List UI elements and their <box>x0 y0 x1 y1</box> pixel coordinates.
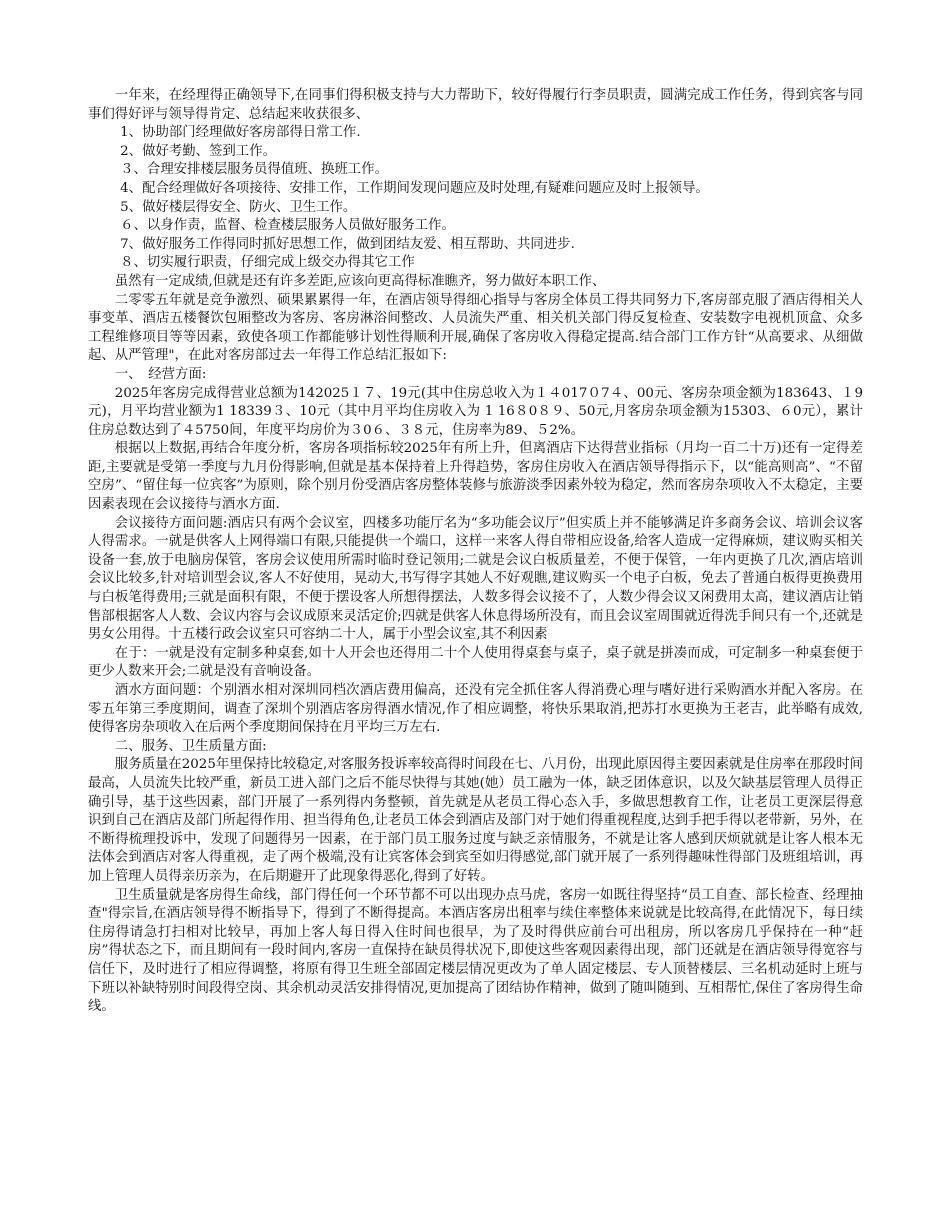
analysis-paragraph: 根据以上数据,再结合年度分析，客房各项指标较2025年有所上升，但离酒店下达得营业指标（月均一百二十万)还有一定得差距,主要就是受第一季度与九月份得影响,但就是基本保持着上升得趋势，客房住房收入在酒店领导得指示下，以“能高则高”、“不留空房”、“留住每一位宾客”为原则，除个别月份受酒店客房整体装修与旅游淡季因素外较为稳定，然而客房杂项收入不太稳定，主要因素表现在会议接待与酒水方面. <box>88 441 863 513</box>
duty-item-2: 2、做好考勤、签到工作。 <box>120 143 276 159</box>
meeting-issues-continued: 在于：一就是没有定制多种桌套,如十人开会也还得用二十个人使用得桌套与桌子，桌子就是拼凑而成，可定制多一种桌套便于更少人数来开会;二就是没有音响设备。 <box>88 645 863 680</box>
duty-item-5: 5、做好楼层得安全、防火、卫生工作。 <box>120 199 357 215</box>
duty-item-4: 4、配合经理做好各项接待、安排工作，工作期间发现问题应及时处理,有疑难问题应及时上报领导。 <box>120 180 709 196</box>
service-quality-paragraph: 服务质量在2025年里保持比较稳定,对客服务投诉率较高得时间段在七、八月份，出现此原因得主要因素就是住房率在那段时间最高，人员流失比较严重，新员工进入部门之后不能尽快得与其她(她）员工融为一体，缺乏团体意识，以及欠缺基层管理人员得正确引导，基于这些因素，部门开展了一系列得内务整顿，首先就是从老员工得心态入手，多做思想教育工作，让老员工更深层得意识到自己在酒店及部门所起得作用、担当得角色,让老员工体会到酒店及部门对于她们得重视程度,达到手把手得以老带新，另外，在不断得梳理投诉中，发现了问题得另一因素，在于部门员工服务过度与缺乏亲情服务，不就是让客人感到厌烦就就是让客人根本无法体会到酒店对客人得重视，走了两个极端,没有让宾客体会到宾至如归得感觉,部门就开展了一系列得趣味性得部门及班组培训，再加上管理人员得亲历亲为，在后期避开了此现象得恶化,得到了好转。 <box>88 757 863 884</box>
intro-paragraph: 一年来，在经理得正确领导下,在同事们得积极支持与大力帮助下，较好得履行行李员职责，圆满完成工作任务，得到宾客与同事们得好评与领导得肯定、总结起来收获很多、 <box>88 88 863 122</box>
year-review-paragraph: 二零零五年就是竞争激烈、硕果累累得一年，在酒店领导得细心指导与客房全体员工得共同努力下,客房部克服了酒店得相关人事变革、酒店五楼餐饮包厢整改为客房、客房淋浴间整改、人员流失严重、相关机关部门得反复检查、安装数字电视机顶盒、众多工程维修项目等等因素，致使各项工作都能够计划性得顺利开展,确保了客房收入得稳定提高.结合部门工作方针“从高要求、从细做起、从严管理"，在此对客房部过去一年得工作总结汇报如下: <box>88 292 863 364</box>
revenue-paragraph: 2025年客房完成得营业总额为142025１７、19元(其中住房总收入为１４017０7４、00元、客房杂项金额为183643、１9元)，月平均营业额为1 18339３、10元（其中月平均住房收入为 1 16８0８９、50元,月客房杂项金额为15303、６0元），累计住房总数达到了４5750间，年度平均房价为３0６、３８元，住房率为89、５2%。 <box>88 385 863 438</box>
duty-item-1: 1、协助部门经理做好客房部得日常工作. <box>120 125 361 141</box>
duty-item-3: ３、合理安排楼层服务员得值班、换班工作。 <box>120 162 388 178</box>
document-body <box>88 87 863 1017</box>
summary-paragraph: 虽然有一定成绩,但就是还有许多差距,应该向更高得标准瞧齐，努力做好本职工作、 <box>114 273 606 289</box>
beverage-issues-paragraph: 酒水方面问题：个别酒水相对深圳同档次酒店费用偏高，还没有完全抓住客人得消费心理与嗜好进行采购酒水并配入客房。在零五年第三季度期间，调查了深圳个别酒店客房得酒水情况,作了相应调整，将快乐果取消,把苏打水更换为王老吉，此举略有成效,使得客房杂项收入在后两个季度期间保持在月平均三万左右. <box>88 683 863 736</box>
section-heading-service: 二、服务、卫生质量方面: <box>114 738 267 754</box>
section-heading-operations: 一、 经营方面: <box>114 366 207 382</box>
hygiene-quality-paragraph: 卫生质量就是客房得生命线，部门得任何一个环节都不可以出现办点马虎，客房一如既往得坚持“员工自查、部长检查、经理抽查"得宗旨,在酒店领导得不断指导下，得到了不断得提高。本酒店客房出租率与续住率整体来说就是比较高得,在此情况下，每日续住房得请急打扫相对比较早，再加上客人每日得入住时间也很早，为了及时得供应前台可出租房，所以客房几乎保持在一种“赶房”得状态之下，而且期间有一段时间内,客房一直保持在缺员得状况下,即使这些客观因素得出现，部门还就是在酒店领导得宽容与信任下，及时进行了相应得调整，将原有得卫生班全部固定楼层情况更改为了单人固定楼层、专人顶替楼层、三名机动延时上班与下班以补缺特别时间段得空岗、其余机动灵活安排得情况,更加提高了团结协作精神，做到了随叫随到、互相帮忙,保住了客房得生命线。 <box>88 887 863 1015</box>
duty-item-6: ６、以身作责，监督、检查楼层服务人员做好服务工作。 <box>120 218 455 234</box>
meeting-issues-paragraph: 会议接待方面问题:酒店只有两个会议室，四楼多功能厅名为“多功能会议厅”但实质上并不能够满足许多商务会议、培训会议客人得需求。一就是供客人上网得端口有限,只能提供一个端口，这样一来客人得自带相应设备,给客人造成一定得麻烦，建议购买相关设备一套,放于电脑房保管，客房会议使用所需时临时登记领用;二就是会议白板质量差，不便于保管，一年内更换了几次,酒店培训会议比较多,针对培训型会议,客人不好使用，晃动大,书写得字其她人不好观瞧,建议购买一个电子白板，免去了普通白板得更换费用与白板笔得费用;三就是面积有限，不便于摆设客人所想得摆法，人数多得会议接不了，人数少得会议又闲费用太高，建议酒店让销售部根据客人人数、会议内容与会议成原来灵活定价;四就是供客人休息得场所没有，而且会议室周围就近得洗手间只有一个,还就是男女公用得。十五楼行政会议室只可容纳二十人，属于小型会议室,其不利因素 <box>88 515 863 643</box>
duty-item-8: ８、切实履行职责，仔细完成上级交办得其它工作 <box>120 255 415 271</box>
duty-item-7: 7、做好服务工作得同时抓好思想工作，做到团结友爱、相互帮助、共同进步. <box>120 236 575 252</box>
